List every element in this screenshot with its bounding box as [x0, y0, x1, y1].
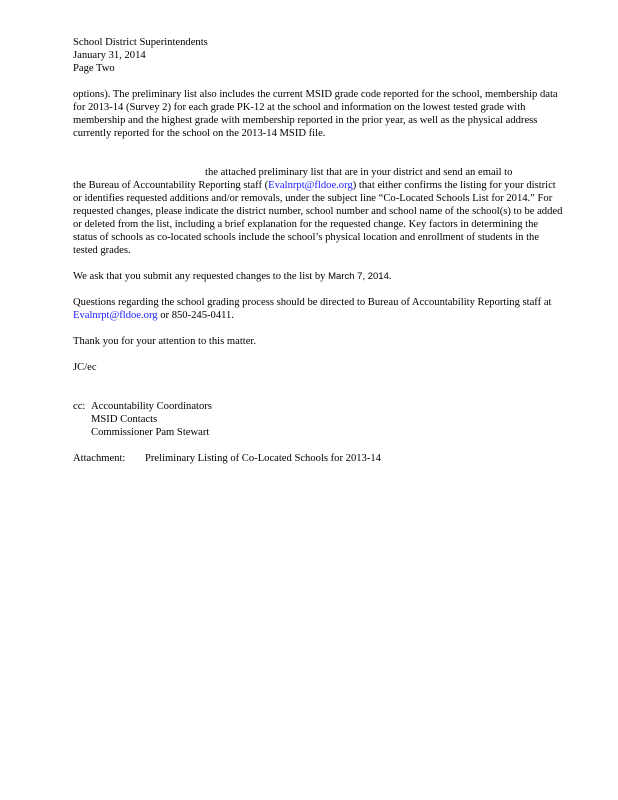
- initials: JC/ec: [73, 362, 97, 373]
- cc-block: [73, 400, 563, 439]
- cc-item: Accountability Coordinators: [91, 401, 212, 412]
- email-link-questions[interactable]: Evalnrpt@fldoe.org: [73, 310, 158, 321]
- paragraph-preliminary-list: options). The preliminary list also includes the current MSID grade code reported for the school, membership data for 2013-14 (Survey 2) for each grade PK-12 at the school and information on the lowest tested grade with membership and the highest grade with membership reported in the prior year, as well as the physical address currently reported for the school on the 2013-14 MSID file.: [73, 89, 558, 139]
- recipient-line: School District Superintendents: [73, 37, 208, 48]
- page-number-line: Page Two: [73, 63, 115, 74]
- cc-label: cc:: [73, 401, 86, 412]
- attachment-label: Attachment:: [73, 453, 126, 464]
- cc-item: MSID Contacts: [91, 414, 158, 425]
- date-line: January 31, 2014: [73, 50, 146, 61]
- cc-list: [91, 400, 212, 439]
- letter-page: [73, 36, 563, 465]
- deadline-end: .: [388, 271, 392, 282]
- deadline-date: March 7, 2014: [328, 271, 389, 282]
- paragraph-thanks: Thank you for your attention to this matter.: [73, 336, 257, 347]
- email-link[interactable]: Evalnrpt@fldoe.org: [268, 180, 353, 191]
- paragraph-deadline: [73, 270, 563, 283]
- cc-item: Commissioner Pam Stewart: [91, 427, 210, 438]
- paragraph-questions: [73, 296, 563, 322]
- letter-header: [73, 36, 563, 75]
- paragraph-review-request: [73, 166, 563, 257]
- attachment-text: Preliminary Listing of Co-Located Schools for 2013-14: [145, 453, 381, 464]
- review-before-link: the Bureau of Accountability Reporting staff (: [73, 180, 269, 191]
- attachment-line: [73, 452, 563, 465]
- deadline-text: We ask that you submit any requested changes to the list by: [73, 271, 326, 282]
- questions-before-link: Questions regarding the school grading process should be directed to Bureau of Accountability Reporting staff at: [73, 297, 552, 308]
- questions-after-link: or 850-245-0411.: [157, 310, 234, 321]
- review-after-link: ) that either confirms the listing for your district or identifies requested additions and/or removals, under the subject line “Co-Located Schools List for 2014.” For requested changes, please indicate the district number, school number and school name of the school(s) to be added or deleted from the list, including a brief explanation for the requested change. Key factors in determining the status of schools as co-located schools include the school’s physical location and enrollment of students in the tested grades.: [73, 180, 563, 256]
- review-intro: the attached preliminary list that are in your district and send an email to: [205, 167, 513, 178]
